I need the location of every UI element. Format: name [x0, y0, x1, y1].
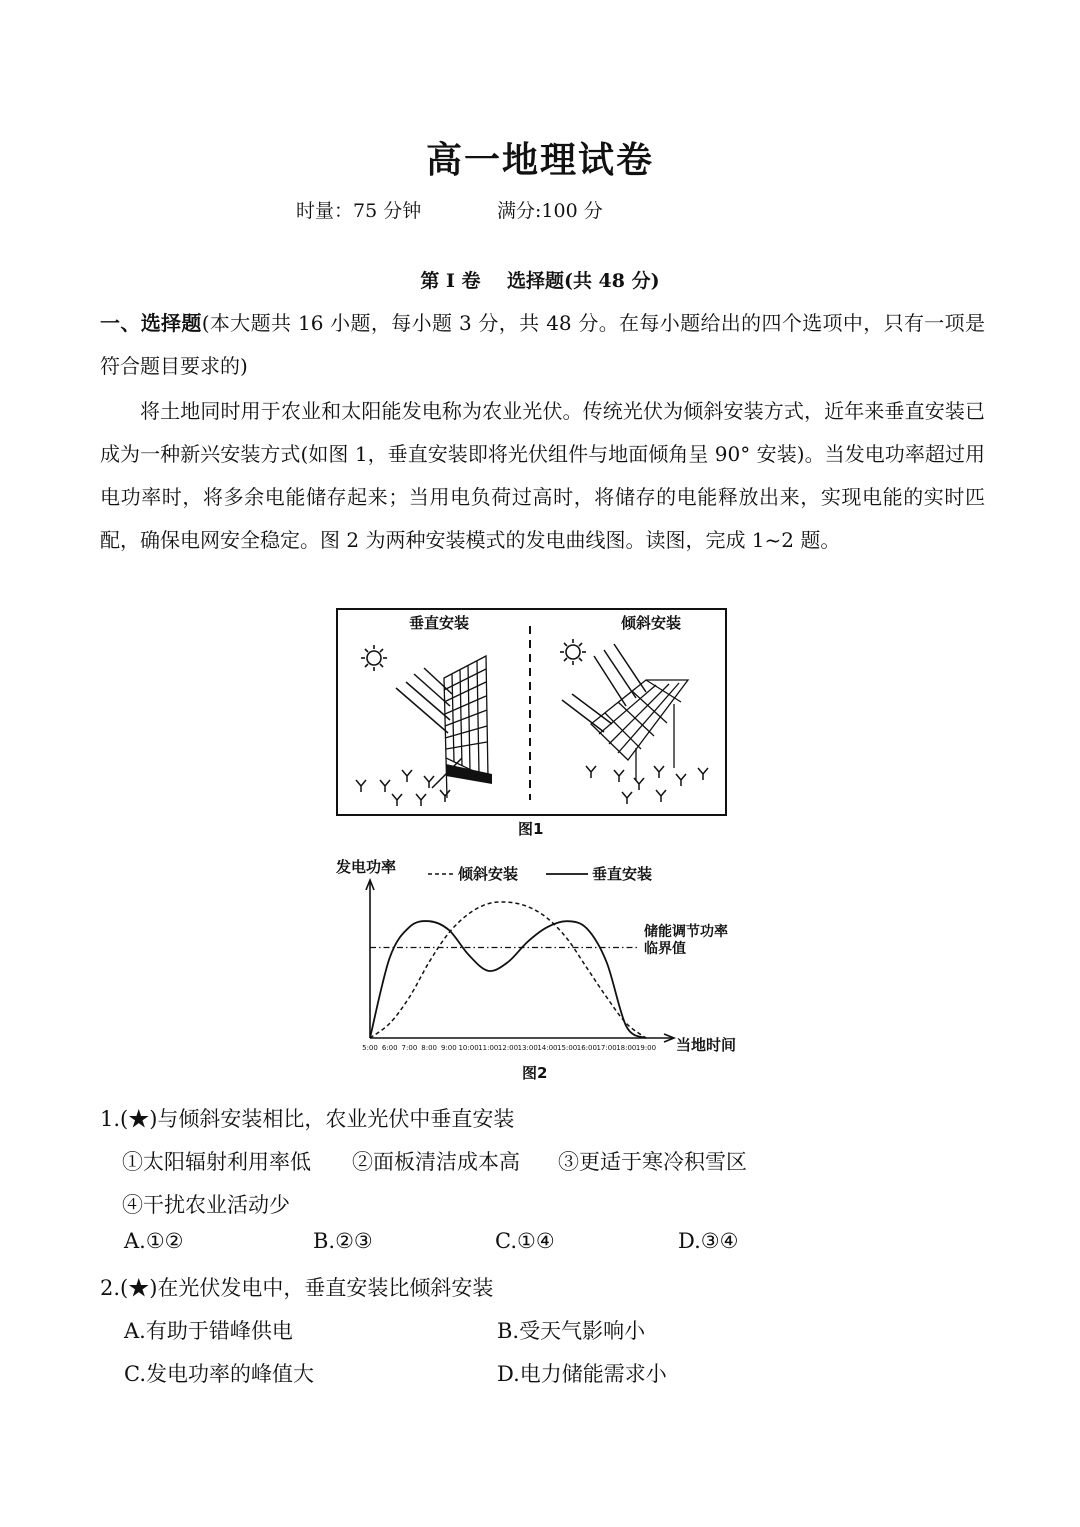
figure-2-chart	[330, 852, 750, 1062]
tilted-panel	[591, 680, 688, 780]
question-1-stem: 1.(★)与倾斜安装相比，农业光伏中垂直安装	[100, 1107, 515, 1131]
y-axis-label: 发电功率	[336, 858, 397, 876]
figure-1-diagram	[336, 608, 728, 818]
instructions-text: (本大题共 16 小题，每小题 3 分，共 48 分。在每小题给出的四个选项中，只有一项是符合题目要求的)	[100, 311, 986, 378]
q1-item-1: ①太阳辐射利用率低	[122, 1150, 311, 1174]
crops-left	[356, 770, 450, 806]
q1-item-3: ③更适于寒冷积雪区	[558, 1150, 747, 1174]
q2-option-a[interactable]: A.有助于错峰供电	[124, 1319, 293, 1343]
q1-option-a[interactable]: A.①②	[124, 1229, 184, 1253]
x-tick-label: 10:00	[458, 1044, 479, 1052]
x-tick-label: 13:00	[517, 1044, 538, 1052]
x-axis-label: 当地时间	[676, 1036, 737, 1054]
label-tilted-install: 倾斜安装	[620, 614, 682, 632]
q1-option-c[interactable]: C.①④	[495, 1229, 555, 1253]
sun-icon-right	[560, 639, 586, 665]
question-2-stem: 2.(★)在光伏发电中，垂直安装比倾斜安装	[100, 1276, 494, 1300]
q2-option-d[interactable]: D.电力储能需求小	[497, 1362, 667, 1386]
threshold-label-line2: 临界值	[644, 941, 686, 957]
q2-option-c[interactable]: C.发电功率的峰值大	[124, 1362, 314, 1386]
page-title: 高一地理试卷	[425, 140, 654, 181]
figure-1-caption: 图1	[518, 820, 544, 838]
x-tick-label: 12:00	[497, 1044, 519, 1052]
section-title: 第 Ⅰ 卷 选择题(共 48 分)	[420, 270, 660, 292]
figure-2-caption: 图2	[522, 1064, 548, 1082]
figure-1-frame	[337, 609, 726, 815]
q1-item-2: ②面板清洁成本高	[352, 1150, 520, 1174]
sun-icon-left	[361, 645, 387, 671]
series-line-vertical	[370, 921, 646, 1038]
x-tick-label: 18:00	[616, 1044, 637, 1052]
x-tick-label: 11:00	[478, 1044, 499, 1052]
x-tick-label: 17:00	[596, 1044, 617, 1052]
q2-option-b[interactable]: B.受天气影响小	[497, 1319, 646, 1343]
x-tick-label: 7:00	[401, 1044, 418, 1052]
x-tick-label: 14:00	[537, 1044, 558, 1052]
x-tick-label: 6:00	[381, 1044, 398, 1052]
legend-tilted-label: 倾斜安装	[458, 865, 519, 883]
x-tick-label: 15:00	[557, 1044, 578, 1052]
legend-vertical-label: 垂直安装	[592, 865, 653, 883]
x-tick-label: 16:00	[576, 1044, 597, 1052]
threshold-label-line1: 储能调节功率	[644, 924, 728, 940]
label-vertical-install: 垂直安装	[408, 614, 470, 632]
instructions-heading: 一、选择题	[100, 311, 202, 335]
x-tick-label: 5:00	[362, 1044, 378, 1052]
crops-right	[586, 766, 708, 804]
q1-option-b[interactable]: B.②③	[313, 1229, 373, 1253]
x-tick-label: 9:00	[440, 1044, 457, 1052]
q1-option-d[interactable]: D.③④	[678, 1229, 739, 1253]
x-tick-label: 8:00	[421, 1044, 438, 1052]
instructions	[100, 302, 985, 388]
q1-item-4: ④干扰农业活动少	[122, 1193, 290, 1217]
x-tick-label: 19:00	[635, 1044, 657, 1052]
reading-passage: 将土地同时用于农业和太阳能发电称为农业光伏。传统光伏为倾斜安装方式，近年来垂直安装已成为一种新兴安装方式(如图 1，垂直安装即将光伏组件与地面倾角呈 90° 安装)。当发电功率超过用电功率时，将多余电能储存起来；当用电负荷过高时，将储存的电能释放出来，实现电能的实时匹配，确保电网安全稳定。图 2 为两种安装模式的发电曲线图。读图，完成 1~2 题。	[100, 399, 985, 552]
series-line-tilted	[370, 902, 646, 1038]
exam-total-score: 满分:100 分	[497, 200, 603, 222]
exam-duration: 时量：75 分钟	[296, 200, 422, 222]
